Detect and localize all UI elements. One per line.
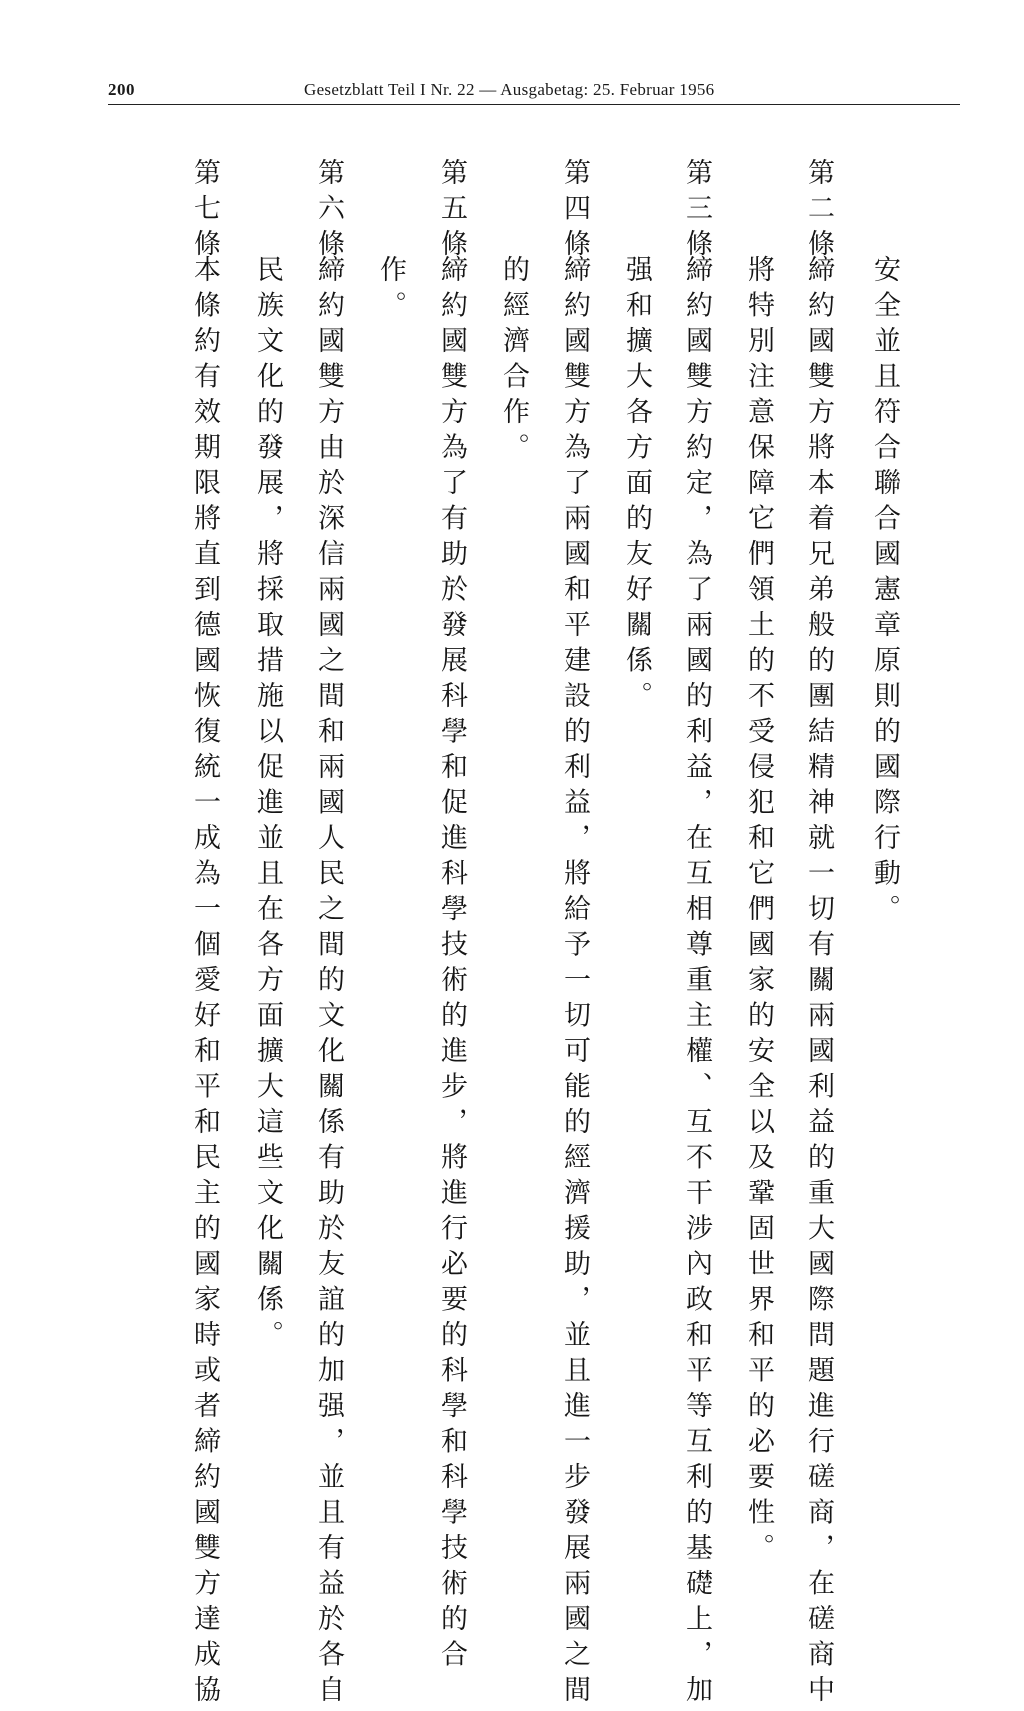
article-3-heading: 第三條 bbox=[681, 158, 712, 265]
running-title: Gesetzblatt Teil I Nr. 22 — Ausgabetag: 25. Februar 1956 bbox=[304, 80, 715, 99]
article-4-text-continued: 的經濟合作。 bbox=[498, 255, 529, 468]
article-5-text-continued: 作。 bbox=[375, 255, 406, 326]
article-4-heading: 第四條 bbox=[559, 158, 590, 265]
article-6-text: 締約國雙方由於深信兩國之間和兩國人民之間的文化關係有助於友誼的加强，並且有益於各自 bbox=[313, 255, 344, 1711]
page-header bbox=[108, 80, 960, 102]
page-number: 200 bbox=[108, 80, 135, 99]
article-7-text: 本條約有效期限將直到德國恢復統一成為一個愛好和平和民主的國家時或者締約國雙方達成協 bbox=[189, 255, 220, 1711]
article-6-text-continued: 民族文化的發展，將採取措施以促進並且在各方面擴大這些文化關係。 bbox=[252, 255, 283, 1356]
article-3-text-continued: 强和擴大各方面的友好關係。 bbox=[621, 255, 652, 717]
article-5-text: 締約國雙方為了有助於發展科學和促進科學技術的進步，將進行必要的科學和科學技術的合 bbox=[436, 255, 467, 1675]
article-4-text: 締約國雙方為了兩國和平建設的利益，將給予一切可能的經濟援助，並且進一步發展兩國之間 bbox=[559, 255, 590, 1711]
article-3-text: 締約國雙方約定，為了兩國的利益，在互相尊重主權、互不干涉內政和平等互利的基礎上，加 bbox=[681, 255, 712, 1711]
article-2-text: 締約國雙方將本着兄弟般的團結精神就一切有關兩國利益的重大國際問題進行磋商，在磋商中 bbox=[803, 255, 834, 1711]
article-6-heading: 第六條 bbox=[313, 158, 344, 265]
article-7-heading: 第七條 bbox=[189, 158, 220, 265]
column-continuation-text: 安全並且符合聯合國憲章原則的國際行動。 bbox=[869, 255, 900, 930]
article-5-heading: 第五條 bbox=[436, 158, 467, 265]
article-2-heading: 第二條 bbox=[803, 158, 834, 265]
header-rule bbox=[108, 104, 960, 105]
article-2-text-continued: 將特別注意保障它們領土的不受侵犯和它們國家的安全以及鞏固世界和平的必要性。 bbox=[743, 255, 774, 1569]
